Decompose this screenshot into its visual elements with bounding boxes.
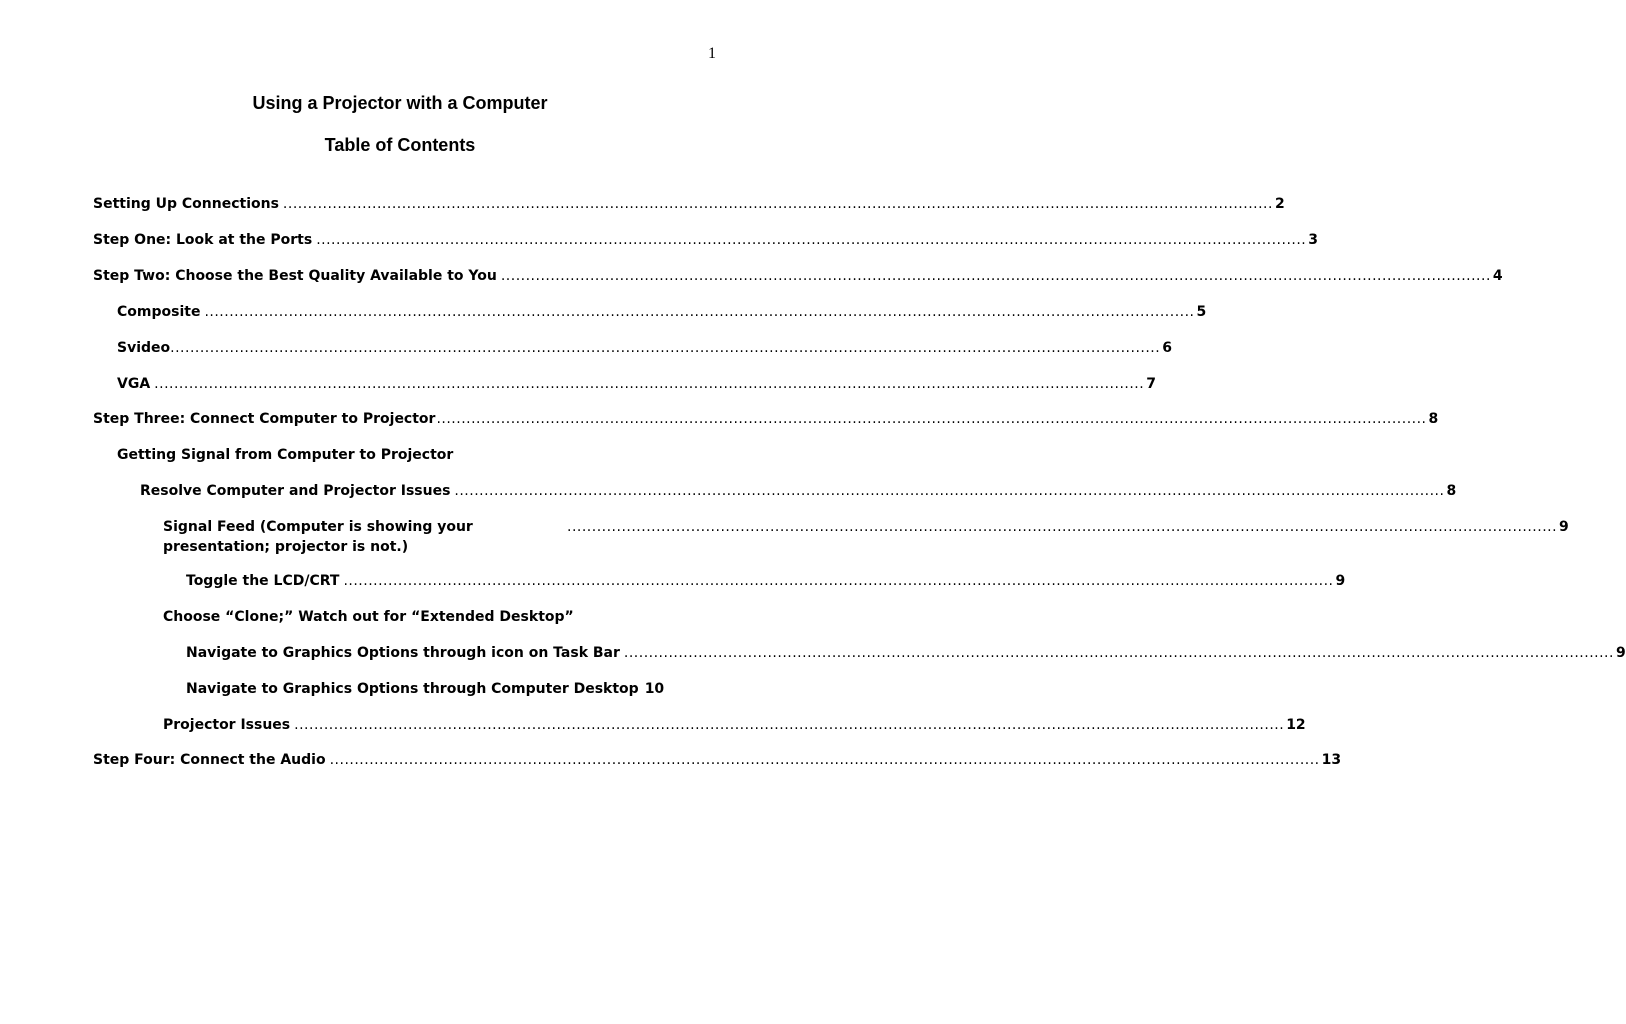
dot-leader: ........................................................................................................................................................................................................ — [343, 573, 1334, 589]
toc-entry-page: 13 — [1321, 752, 1342, 768]
toc-entry-page: 8 — [1446, 483, 1457, 499]
toc-entry-label: Toggle the LCD/CRT — [186, 573, 340, 589]
toc-entry-label: Step Four: Connect the Audio — [93, 752, 326, 768]
dot-leader: ........................................................................................................................................................................................................ — [204, 304, 1195, 320]
toc-entry-page: 4 — [1492, 268, 1503, 284]
toc-entry-page: 8 — [1428, 411, 1439, 427]
toc-entry-label: Step Three: Connect Computer to Projector — [93, 411, 436, 427]
document-title: Using a Projector with a Computer — [252, 93, 548, 113]
dot-leader: ........................................................................................................................................................................................................ — [454, 483, 1445, 499]
dot-leader: ........................................................................................................................................................................................................ — [623, 645, 1614, 661]
toc-entry-label: Svideo — [117, 340, 171, 356]
toc-entry-label: Navigate to Graphics Options through Computer Desktop — [186, 681, 639, 697]
toc-entry-page: 5 — [1196, 304, 1207, 320]
toc-entry-setting-up-connections[interactable] — [93, 194, 1285, 214]
toc-entry-vga[interactable] — [117, 374, 1156, 394]
page-number: 1 — [708, 45, 716, 62]
dot-leader: ........................................................................................................................................................................................................ — [282, 196, 1273, 212]
dot-leader: ........................................................................................................................................................................................................ — [500, 268, 1491, 284]
toc-entry-label: Navigate to Graphics Options through icon on Task Bar — [186, 645, 620, 661]
toc-heading: Table of Contents — [324, 135, 476, 155]
dot-leader: ........................................................................................................................................................................................................ — [436, 411, 1427, 427]
dot-leader: ........................................................................................................................................................................................................ — [170, 340, 1161, 356]
toc-entry-label: Getting Signal from Computer to Projector — [117, 447, 454, 463]
dot-leader: ........................................................................................................................................................................................................ — [294, 717, 1285, 733]
toc-entry-page: 2 — [1274, 196, 1285, 212]
toc-entry-label: Step One: Look at the Ports — [93, 232, 313, 248]
toc-entry-choose-clone[interactable] — [163, 607, 574, 627]
toc-entry-toggle-lcd-crt[interactable] — [186, 571, 1346, 591]
toc-entry-step-one[interactable] — [93, 230, 1318, 250]
toc-entry-page: 12 — [1286, 717, 1306, 733]
toc-entry-label: Composite — [117, 304, 201, 320]
dot-leader: ........................................................................................................................................................................................................ — [316, 232, 1307, 248]
toc-entry-page: 9 — [1615, 645, 1626, 661]
toc-entry-graphics-desktop[interactable] — [186, 679, 665, 699]
toc-entry-label: Resolve Computer and Projector Issues — [140, 483, 451, 499]
toc-entry-projector-issues[interactable] — [163, 715, 1306, 735]
toc-entry-page: 9 — [1335, 573, 1346, 589]
toc-entry-label: Signal Feed (Computer is showing your presentation; projector is not.) — [163, 519, 473, 555]
dot-leader: ........................................................................................................................................................................................................ — [154, 376, 1145, 392]
dot-leader: ........................................................................................................................................................................................................ — [329, 752, 1320, 768]
toc-entry-resolve-issues[interactable] — [140, 481, 1457, 501]
toc-entry-getting-signal[interactable] — [117, 445, 453, 465]
toc-entry-svideo[interactable] — [117, 338, 1172, 358]
dot-leader: ........................................................................................................................................................................................................ — [567, 519, 1558, 535]
toc-entry-page: 10 — [644, 681, 665, 697]
toc-entry-label: VGA — [117, 376, 151, 392]
toc-entry-graphics-taskbar[interactable] — [186, 643, 1626, 663]
toc-entry-composite[interactable] — [117, 302, 1207, 322]
toc-entry-page: 9 — [1559, 519, 1569, 535]
toc-entry-label: Step Two: Choose the Best Quality Available to You — [93, 268, 497, 284]
toc-entry-step-two[interactable] — [93, 266, 1503, 286]
toc-entry-step-four[interactable] — [93, 750, 1342, 770]
toc-entry-label: Choose “Clone;” Watch out for “Extended Desktop” — [163, 609, 574, 625]
toc-entry-label: Projector Issues — [163, 717, 291, 733]
toc-entry-label: Setting Up Connections — [93, 196, 279, 212]
toc-entry-page: 7 — [1146, 376, 1156, 392]
toc-entry-page: 3 — [1308, 232, 1318, 248]
toc-entry-step-three[interactable] — [93, 409, 1439, 429]
toc-entry-signal-feed[interactable] — [163, 517, 1569, 557]
toc-entry-page: 6 — [1162, 340, 1172, 356]
